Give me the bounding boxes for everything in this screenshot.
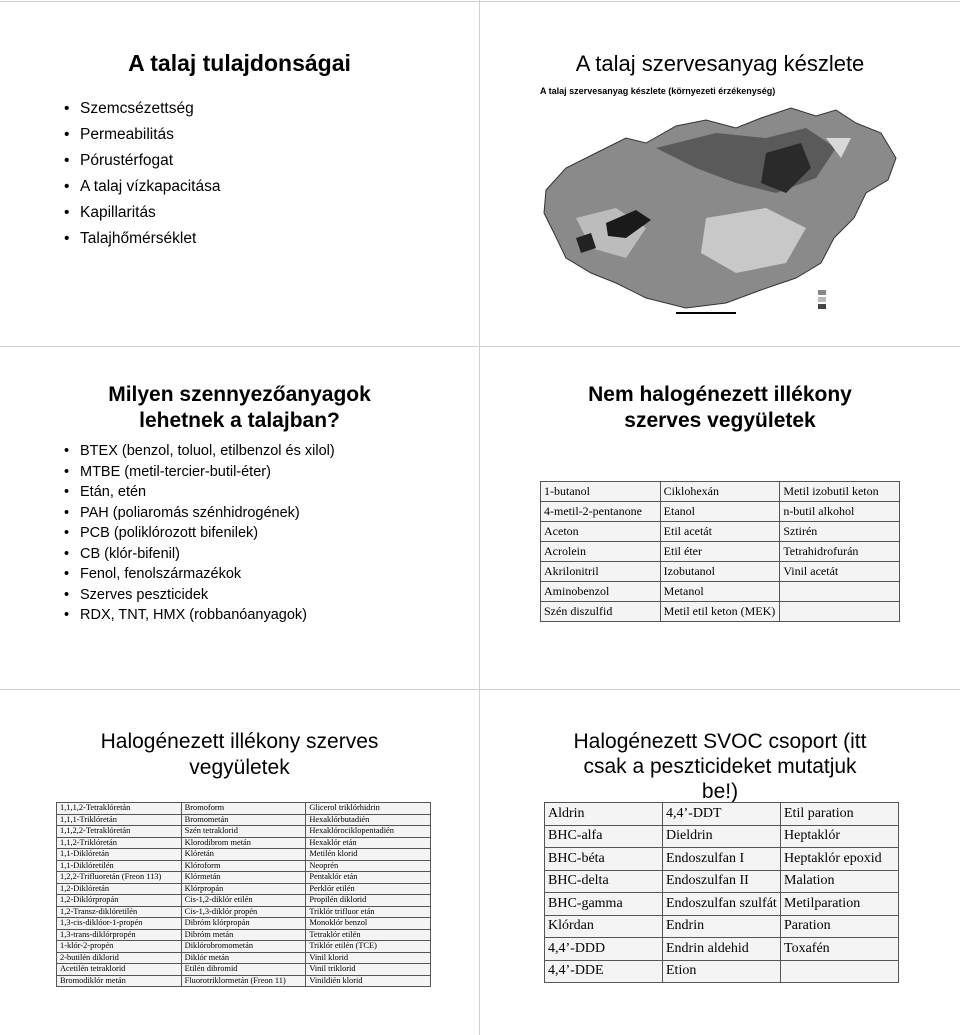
table-cell: 4-metil-2-pentanone <box>541 502 661 522</box>
bullet-list <box>64 96 220 252</box>
slide-halogenated-svoc <box>480 690 960 1035</box>
table-cell: Bromometán <box>181 814 306 826</box>
bullet-item: • RDX, TNT, HMX (robbanóanyagok) <box>64 605 335 626</box>
table-row <box>57 929 431 941</box>
table-row <box>57 849 431 861</box>
bullet-item: • Szemcsézettség <box>64 96 220 122</box>
table-row <box>545 870 899 893</box>
table-cell: BHC-gamma <box>545 893 663 916</box>
table-cell: Vinildién klorid <box>306 975 431 987</box>
table-cell: Perklór etilén <box>306 883 431 895</box>
table-cell: n-butil alkohol <box>780 502 900 522</box>
bullet-item: • A talaj vízkapacitása <box>64 174 220 200</box>
bullet-item: • Fenol, fenolszármazékok <box>64 564 335 585</box>
table-cell: 1,2-Transz-diklóretilén <box>57 906 182 918</box>
slide-halogenated-voc <box>0 690 479 1035</box>
table-cell: Monoklór benzol <box>306 918 431 930</box>
table-cell: Hexaklórociklopentadién <box>306 826 431 838</box>
table-cell: Hexaklórbutadién <box>306 814 431 826</box>
table-cell: 1,1-Diklóretán <box>57 849 182 861</box>
table-cell: 1,3-cis-diklóor-1-propén <box>57 918 182 930</box>
table-row <box>57 952 431 964</box>
table-cell: 1-butanol <box>541 482 661 502</box>
table-row <box>541 522 900 542</box>
table-cell: 4,4’-DDT <box>663 803 781 826</box>
bullet-list <box>64 441 335 626</box>
table-cell: Aldrin <box>545 803 663 826</box>
table-row <box>57 883 431 895</box>
table-cell: Propilén diklorid <box>306 895 431 907</box>
table-cell: Glicerol triklórhidrin <box>306 803 431 815</box>
table-cell: 1,2-Diklórpropán <box>57 895 182 907</box>
table-cell: Vinil klorid <box>306 952 431 964</box>
table-cell: Endoszulfan II <box>663 870 781 893</box>
table-row <box>57 860 431 872</box>
slide-soil-pollutants <box>0 347 479 689</box>
table-row <box>57 975 431 987</box>
table-row <box>57 964 431 976</box>
table-cell: Acetilén tetraklorid <box>57 964 182 976</box>
table-cell: Fluorotriklormetán (Freon 11) <box>181 975 306 987</box>
table-row <box>57 872 431 884</box>
table-cell: 1,1,1,2-Tetraklóretán <box>57 803 182 815</box>
table-row <box>541 562 900 582</box>
table-cell: Hexaklór etán <box>306 837 431 849</box>
table-row <box>545 938 899 961</box>
table-cell: Dibróm klórpropán <box>181 918 306 930</box>
table-row <box>541 482 900 502</box>
table-cell: Sztirén <box>780 522 900 542</box>
table-cell: Vinil triklorid <box>306 964 431 976</box>
bullet-item: • Etán, etén <box>64 482 335 503</box>
table-row <box>57 906 431 918</box>
table-row <box>541 602 900 622</box>
table-row <box>541 542 900 562</box>
table-cell <box>781 960 899 983</box>
table-cell: Paration <box>781 915 899 938</box>
table-cell: Endoszulfan I <box>663 848 781 871</box>
table-cell: Szén diszulfid <box>541 602 661 622</box>
table-cell: Tetrahidrofurán <box>780 542 900 562</box>
table-cell: Toxafén <box>781 938 899 961</box>
bullet-item: • Szerves peszticidek <box>64 585 335 606</box>
table-cell: Endrin aldehid <box>663 938 781 961</box>
table-row <box>541 582 900 602</box>
table-cell <box>780 582 900 602</box>
bullet-item: • BTEX (benzol, toluol, etilbenzol és xilol) <box>64 441 335 462</box>
slide-title-line-1: Nem halogénezett illékony <box>588 383 852 406</box>
table-row <box>545 848 899 871</box>
table-cell: 1,1-Diklóretilén <box>57 860 182 872</box>
table-cell: BHC-béta <box>545 848 663 871</box>
table-row <box>545 960 899 983</box>
table-cell: 1,1,1-Triklóretán <box>57 814 182 826</box>
slide-title-line-1: Halogénezett illékony szerves <box>100 730 379 753</box>
table-cell: Dibróm metán <box>181 929 306 941</box>
table-cell: Klórmetán <box>181 872 306 884</box>
table-cell: BHC-delta <box>545 870 663 893</box>
map-caption: A talaj szervesanyag készlete (környezeti érzékenység) <box>540 86 776 96</box>
table-cell: 1,2-Diklóretán <box>57 883 182 895</box>
table-row <box>541 502 900 522</box>
table-cell: Klóroform <box>181 860 306 872</box>
table-cell: Aminobenzol <box>541 582 661 602</box>
bullet-item: • MTBE (metil-tercier-butil-éter) <box>64 462 335 483</box>
table-cell: Malation <box>781 870 899 893</box>
table-cell: Dieldrin <box>663 825 781 848</box>
table-row <box>545 803 899 826</box>
table-row <box>57 803 431 815</box>
slide-title: A talaj tulajdonságai <box>128 50 351 76</box>
bullet-item: • PAH (poliaromás szénhidrogének) <box>64 503 335 524</box>
table-cell: Metanol <box>660 582 780 602</box>
slide-title: A talaj szervesanyag készlete <box>575 51 865 76</box>
table-cell: Etil paration <box>781 803 899 826</box>
table-cell: Metil izobutil keton <box>780 482 900 502</box>
table-row <box>545 825 899 848</box>
slide-title-line-2: lehetnek a talajban? <box>139 409 340 432</box>
table-row <box>57 895 431 907</box>
table-cell: Diklórobromometán <box>181 941 306 953</box>
slide-title-line-2: csak a peszticideket mutatjuk <box>583 755 857 778</box>
pesticide-table <box>544 802 899 983</box>
bullet-item: • Permeabilitás <box>64 122 220 148</box>
table-cell: Triklór trifluor etán <box>306 906 431 918</box>
table-row <box>57 814 431 826</box>
compound-table <box>540 481 900 622</box>
table-cell: Triklór etilén (TCE) <box>306 941 431 953</box>
table-cell: 1,3-trans-diklórpropén <box>57 929 182 941</box>
table-row <box>545 915 899 938</box>
table-cell: Metilparation <box>781 893 899 916</box>
table-cell: Tetraklór etilén <box>306 929 431 941</box>
table-cell: Cis-1,2-diklór etilén <box>181 895 306 907</box>
table-cell: BHC-alfa <box>545 825 663 848</box>
table-cell: 1,1,2,2-Tetraklóretán <box>57 826 182 838</box>
table-cell: 1-klór-2-propén <box>57 941 182 953</box>
table-cell: Klórdan <box>545 915 663 938</box>
table-cell: Bromoform <box>181 803 306 815</box>
table-cell: Bromodiklór metán <box>57 975 182 987</box>
slide-title-line-2: szerves vegyületek <box>624 409 816 432</box>
table-cell: Metilén klorid <box>306 849 431 861</box>
table-cell: Klorodibrom metán <box>181 837 306 849</box>
table-cell: 1,1,2-Triklóretán <box>57 837 182 849</box>
bullet-item: • Talajhőmérséklet <box>64 226 220 252</box>
table-cell: Etion <box>663 960 781 983</box>
table-cell: Heptaklór epoxid <box>781 848 899 871</box>
table-cell: Pentaklór etán <box>306 872 431 884</box>
slide-non-halogenated-voc <box>480 347 960 689</box>
table-cell: Heptaklór <box>781 825 899 848</box>
table-cell: Aceton <box>541 522 661 542</box>
compound-table <box>56 802 431 987</box>
table-cell: 4,4’-DDD <box>545 938 663 961</box>
hungary-soil-map <box>536 98 904 320</box>
table-cell: Etil acetát <box>660 522 780 542</box>
table-row <box>57 826 431 838</box>
table-cell: Szén tetraklorid <box>181 826 306 838</box>
table-cell: 1,2,2-Trifluoretán (Freon 113) <box>57 872 182 884</box>
slide-title-line-2: vegyületek <box>189 756 290 779</box>
slide-title-line-3: be!) <box>701 780 739 803</box>
bullet-item: • PCB (poliklórozott bifenilek) <box>64 523 335 544</box>
table-cell: 4,4’-DDE <box>545 960 663 983</box>
table-cell: Izobutanol <box>660 562 780 582</box>
table-row <box>57 941 431 953</box>
table-cell: Etilén dibromid <box>181 964 306 976</box>
slide-title-line-1: Halogénezett SVOC csoport (itt <box>573 730 867 753</box>
table-cell: Acrolein <box>541 542 661 562</box>
table-cell: Etanol <box>660 502 780 522</box>
table-cell: Klórpropán <box>181 883 306 895</box>
slide-title-line-1: Milyen szennyezőanyagok <box>108 383 371 406</box>
table-cell: Endrin <box>663 915 781 938</box>
table-cell <box>780 602 900 622</box>
table-cell: Endoszulfan szulfát <box>663 893 781 916</box>
table-cell: Metil etil keton (MEK) <box>660 602 780 622</box>
bullet-item: • CB (klór-bifenil) <box>64 544 335 565</box>
bullet-item: • Kapillaritás <box>64 200 220 226</box>
table-cell: Vinil acetát <box>780 562 900 582</box>
table-row <box>57 837 431 849</box>
table-cell: Etil éter <box>660 542 780 562</box>
slide-soil-properties <box>0 0 479 346</box>
table-cell: Cis-1,3-diklór propén <box>181 906 306 918</box>
table-cell: 2-butilén diklorid <box>57 952 182 964</box>
table-cell: Klóretán <box>181 849 306 861</box>
table-cell: Diklór metán <box>181 952 306 964</box>
bullet-item: • Pórustérfogat <box>64 148 220 174</box>
slide-soil-organic-matter <box>480 0 960 346</box>
table-row <box>57 918 431 930</box>
table-cell: Ciklohexán <box>660 482 780 502</box>
table-cell: Akrilonitril <box>541 562 661 582</box>
table-row <box>545 893 899 916</box>
table-cell: Neoprén <box>306 860 431 872</box>
